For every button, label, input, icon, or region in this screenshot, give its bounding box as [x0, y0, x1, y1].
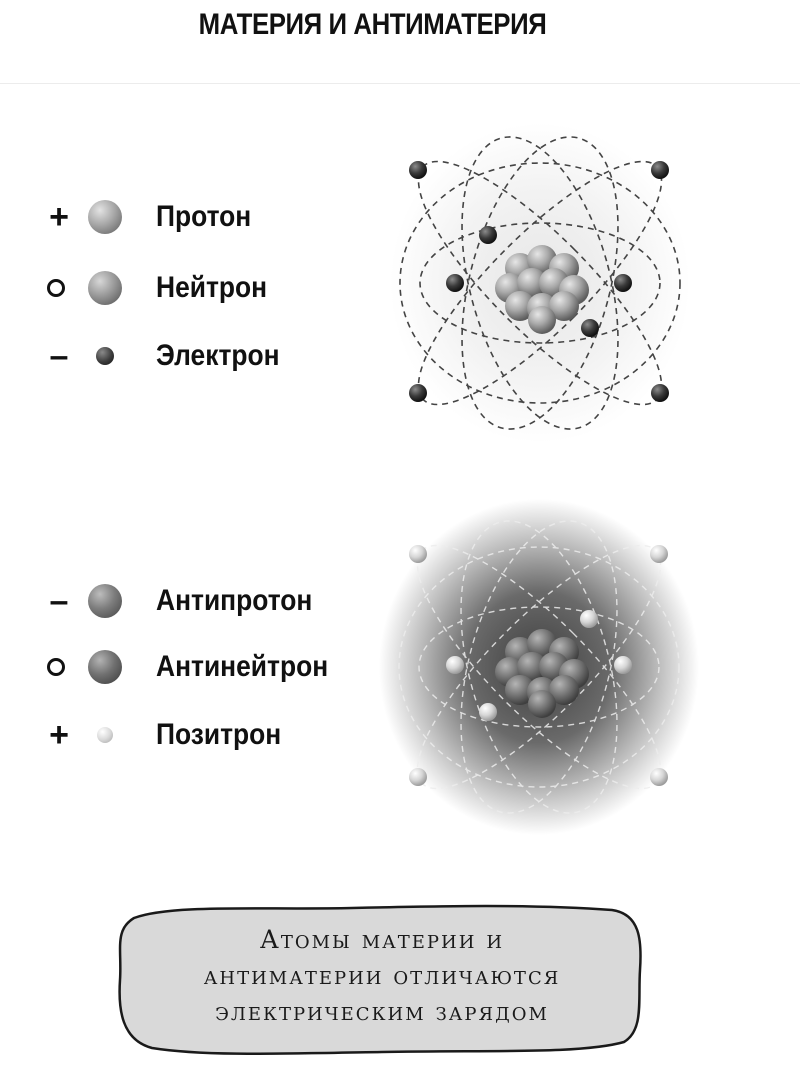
- plus-sign-icon: +: [49, 716, 69, 754]
- minus-sign-icon: –: [49, 582, 69, 620]
- legend-row-proton: [0, 192, 360, 242]
- neutral-ring-icon: [47, 279, 65, 297]
- legend-label-electron: Электрон: [156, 339, 280, 372]
- proton-sphere-icon: [88, 200, 122, 234]
- title-divider: [0, 83, 800, 84]
- electron-sphere-icon: [96, 347, 114, 365]
- legend-label-positron: Позитрон: [156, 718, 282, 751]
- legend-row-neutron: [0, 263, 360, 313]
- caption-line-3: электрическим зарядом: [215, 997, 549, 1026]
- positron-sphere-icon: [97, 727, 113, 743]
- neutral-ring-icon: [47, 658, 65, 676]
- legend-label-antiproton: Антипротон: [156, 584, 313, 617]
- minus-sign-icon: –: [49, 337, 69, 375]
- legend-row-positron: [0, 710, 360, 760]
- page-title: МАТЕРИЯ И АНТИМАТЕРИЯ: [198, 8, 547, 41]
- legend-row-electron: [0, 331, 360, 381]
- caption-line-1: Атомы материи и: [259, 925, 505, 954]
- antineutron-sphere-icon: [88, 650, 122, 684]
- caption-box: [112, 900, 652, 1060]
- legend-label-antineutron: Антинейтрон: [156, 650, 329, 683]
- legend-row-antineutron: [0, 642, 360, 692]
- caption-line-2: антиматерии отличаются: [203, 961, 561, 990]
- legend-label-proton: Протон: [156, 200, 252, 233]
- neutron-sphere-icon: [88, 271, 122, 305]
- matter-atom-diagram: [380, 108, 700, 458]
- antiproton-sphere-icon: [88, 584, 122, 618]
- caption-text: [112, 922, 652, 1030]
- plus-sign-icon: +: [49, 198, 69, 236]
- legend-row-antiproton: [0, 576, 360, 626]
- antimatter-atom-diagram: [378, 492, 700, 842]
- legend-label-neutron: Нейтрон: [156, 271, 268, 304]
